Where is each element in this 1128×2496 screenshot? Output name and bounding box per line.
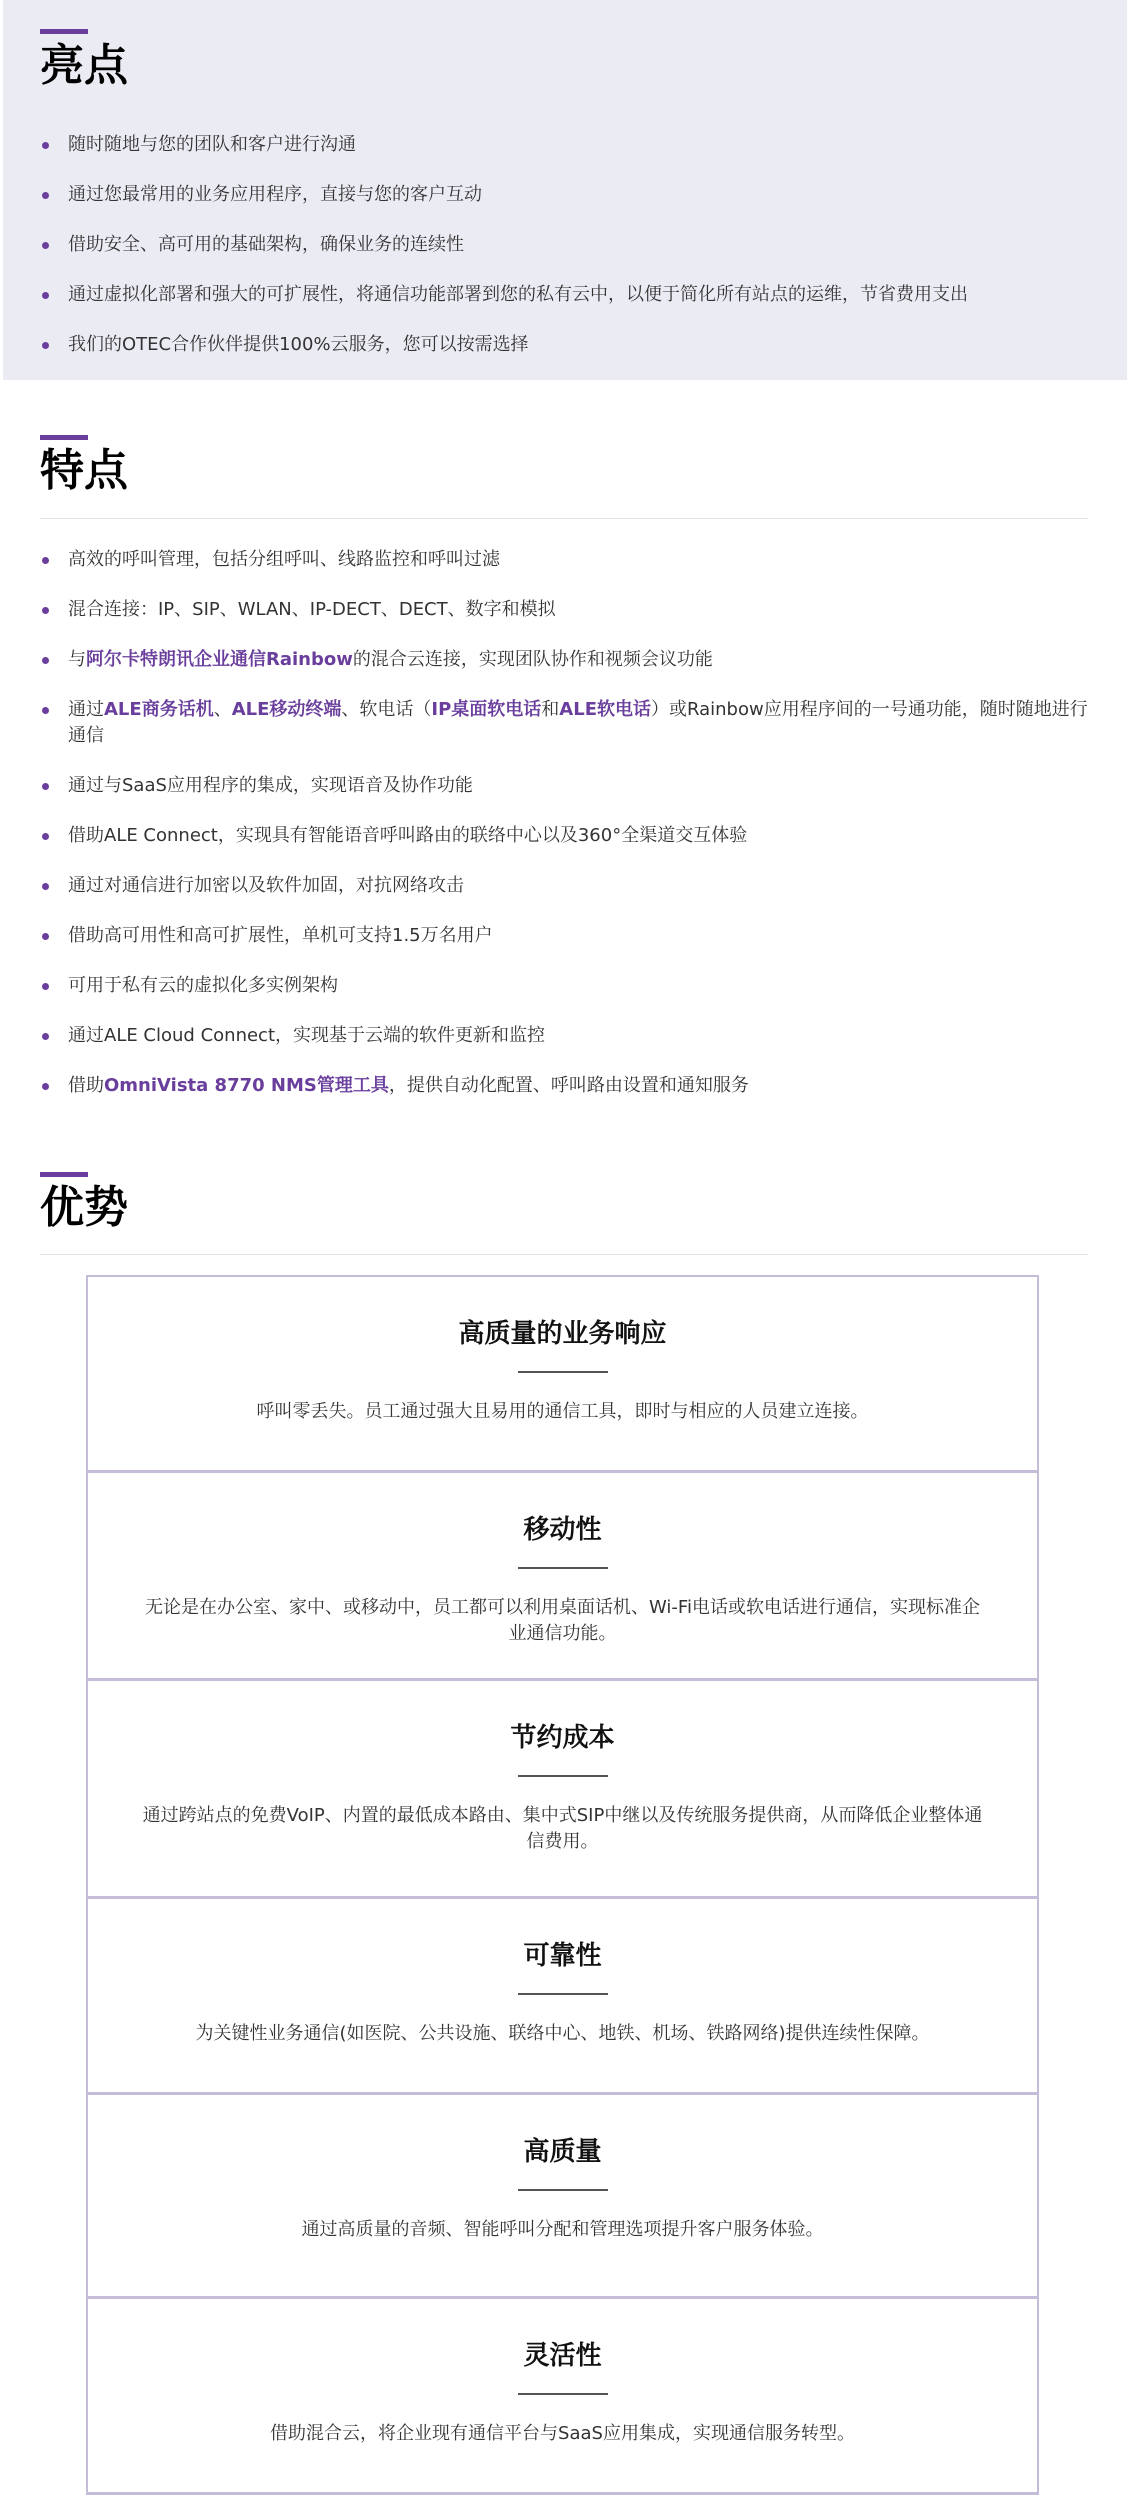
card-text: 通过高质量的音频、智能呼叫分配和管理选项提升客户服务体验。: [301, 2219, 824, 2240]
card-title: 高质量的业务响应: [458, 1319, 667, 1349]
rainbow-link[interactable]: 阿尔卡特朗讯企业通信Rainbow: [86, 649, 353, 670]
list-item: 借助高可用性和高可扩展性，单机可支持1.5万名用户: [40, 923, 1100, 949]
card-text: 为关键性业务通信(如医院、公共设施、联络中心、地铁、机场、铁路网络)提供连续性保障。: [195, 2023, 930, 2044]
ale-softphone-link[interactable]: ALE软电话: [559, 699, 651, 720]
card-rule: [518, 1775, 608, 1777]
list-item: 我们的OTEC合作伙伴提供100%云服务，您可以按需选择: [40, 332, 1100, 358]
list-item: 通过虚拟化部署和强大的可扩展性，将通信功能部署到您的私有云中，以便于简化所有站点的运维，节省费用支出: [40, 282, 1100, 308]
card-text: 通过跨站点的免费VoIP、内置的最低成本路由、集中式SIP中继以及传统服务提供商，从而降低企业整体通信费用。: [142, 1805, 983, 1852]
omnivista-link[interactable]: OmniVista 8770 NMS管理工具: [104, 1075, 389, 1096]
highlights-title-accent: [40, 29, 88, 34]
advantages-cards: [86, 1275, 1039, 2495]
list-item: 通过您最常用的业务应用程序，直接与您的客户互动: [40, 182, 1100, 208]
advantages-divider: [40, 1254, 1088, 1255]
item-text: 通过: [68, 699, 104, 720]
list-item: [40, 697, 1100, 749]
highlights-list: [40, 132, 1100, 382]
ale-deskphones-link[interactable]: ALE商务话机: [104, 699, 214, 720]
list-item: 高效的呼叫管理，包括分组呼叫、线路监控和呼叫过滤: [40, 547, 1100, 573]
ip-desktop-softphone-link[interactable]: IP桌面软电话: [431, 699, 542, 720]
card-text: 呼叫零丢失。员工通过强大且易用的通信工具，即时与相应的人员建立连接。: [256, 1401, 869, 1422]
card-title: 灵活性: [523, 2341, 602, 2371]
list-item: 借助安全、高可用的基础架构，确保业务的连续性: [40, 232, 1100, 258]
item-text: ）或Rainbow应用程序间的一号通功能，随时随地进行通信: [68, 699, 1088, 746]
card-rule: [518, 1567, 608, 1569]
advantages-title-accent: [40, 1172, 88, 1177]
item-text: 、软电话（: [341, 699, 432, 720]
card-text: 借助混合云，将企业现有通信平台与SaaS应用集成，实现通信服务转型。: [270, 2423, 855, 2444]
list-item: 可用于私有云的虚拟化多实例架构: [40, 973, 1100, 999]
list-item: 通过对通信进行加密以及软件加固，对抗网络攻击: [40, 873, 1100, 899]
list-item: 通过与SaaS应用程序的集成，实现语音及协作功能: [40, 773, 1100, 799]
item-text: 与: [68, 649, 86, 670]
list-item: [40, 1073, 1100, 1099]
list-item: 通过ALE Cloud Connect，实现基于云端的软件更新和监控: [40, 1023, 1100, 1049]
card-title: 节约成本: [510, 1723, 615, 1753]
advantage-card: [86, 1897, 1039, 2095]
card-rule: [518, 1993, 608, 1995]
list-item: 随时随地与您的团队和客户进行沟通: [40, 132, 1100, 158]
advantage-card: [86, 2093, 1039, 2299]
item-text: ，提供自动化配置、呼叫路由设置和通知服务: [388, 1075, 749, 1096]
advantage-card: [86, 2297, 1039, 2495]
advantage-card: [86, 1471, 1039, 1681]
features-list: [40, 547, 1100, 1123]
item-text: 借助: [68, 1075, 104, 1096]
item-text: 的混合云连接，实现团队协作和视频会议功能: [352, 649, 713, 670]
list-item: [40, 647, 1100, 673]
card-rule: [518, 1371, 608, 1373]
list-item: 混合连接：IP、SIP、WLAN、IP-DECT、DECT、数字和模拟: [40, 597, 1100, 623]
card-rule: [518, 2393, 608, 2395]
highlights-title: 亮点: [40, 40, 128, 91]
card-title: 高质量: [523, 2137, 602, 2167]
features-divider: [40, 518, 1088, 519]
item-text: 、: [213, 699, 232, 720]
card-text: 无论是在办公室、家中、或移动中，员工都可以利用桌面话机、Wi-Fi电话或软电话进行通信，实现标准企业通信功能。: [145, 1597, 980, 1644]
ale-mobile-devices-link[interactable]: ALE移动终端: [231, 699, 342, 720]
advantage-card: [86, 1275, 1039, 1473]
advantage-card: [86, 1679, 1039, 1899]
advantages-title: 优势: [40, 1182, 128, 1233]
features-title-accent: [40, 435, 88, 440]
card-rule: [518, 2189, 608, 2191]
card-title: 移动性: [523, 1515, 602, 1545]
list-item: 借助ALE Connect，实现具有智能语音呼叫路由的联络中心以及360°全渠道交互体验: [40, 823, 1100, 849]
item-text: 和: [541, 699, 560, 720]
card-title: 可靠性: [523, 1941, 602, 1971]
features-title: 特点: [40, 445, 128, 496]
